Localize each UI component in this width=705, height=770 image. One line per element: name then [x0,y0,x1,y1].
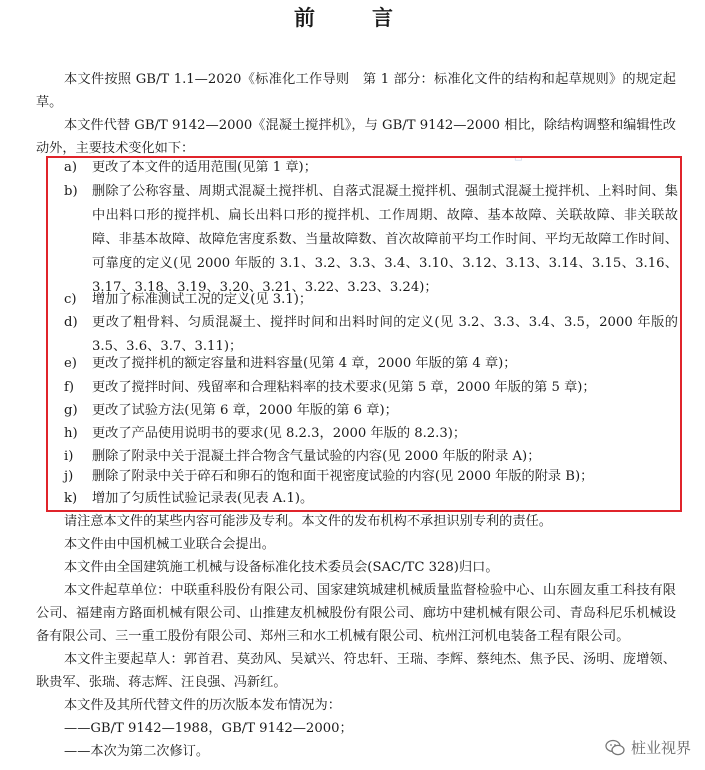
change-item-k [64,487,678,511]
intro-paragraph-2: 本文件代替 GB/T 9142—2000《混凝土搅拌机》，与 GB/T 9142—2000 相比，除结构调整和编辑性改动外，主要技术变化如下： [36,118,676,156]
intro-paragraph-1: 本文件按照 GB/T 1.1—2020《标准化工作导则 第 1 部分：标准化文件的结构和起草规则》的规定起草。 [36,72,676,110]
item-text: 更改了产品使用说明书的要求(见 8.2.3，2000 年版的 8.2.3)； [92,426,467,441]
change-item-b [64,180,678,300]
change-item-c [64,288,678,312]
item-marker: g) [64,403,78,418]
item-marker: i) [64,449,74,464]
item-marker: e) [64,356,77,371]
item-text: 增加了标准测试工况的定义(见 3.1)； [92,292,313,307]
history-item: ——本次为第二次修订。 [64,744,210,759]
history-intro: 本文件及其所代替文件的历次版本发布情况为： [64,698,341,713]
item-text: 更改了本文件的适用范围(见第 1 章)； [92,160,317,175]
drafters: 本文件主要起草人：郭首君、莫劲风、吴斌兴、符忠轩、王瑞、李辉、蔡纯杰、焦予民、汤明、庞增领、耿贵军、张瑞、蒋志辉、汪良强、冯新红。 [36,652,676,690]
item-text: 更改了搅拌时间、残留率和合理粘料率的技术要求(见第 5 章，2000 年版的第 5 章)； [92,380,596,395]
item-text: 更改了搅拌机的额定容量和进料容量(见第 4 章，2000 年版的第 4 章)； [92,356,517,371]
history-item: ——GB/T 9142—1988，GB/T 9142—2000； [64,721,353,736]
item-text: 更改了试验方法(见第 6 章，2000 年版的第 6 章)； [92,403,398,418]
watermark [605,737,691,758]
change-item-a [64,156,678,180]
item-marker: k) [64,491,78,506]
item-marker: j) [64,469,74,484]
item-marker: b) [64,184,78,199]
drafting-units: 本文件起草单位：中联重科股份有限公司、国家建筑城建机械质量监督检验中心、山东圆友重工科技有限公司、福建南方路面机械有限公司、山推建友机械股份有限公司、廊坊中建机械有限公司、青岛科尼乐机械设备有限公司、三一重工股份有限公司、郑州三和水工机械有限公司、杭州江河机电装备工程有限公司。 [36,583,676,644]
item-marker: f) [64,380,75,395]
patent-note: 请注意本文件的某些内容可能涉及专利。本文件的发布机构不承担识别专利的责任。 [64,514,552,529]
faint-stamp-icon: ▭ [514,154,523,164]
item-text: 增加了匀质性试验记录表(见表 A.1)。 [92,491,314,506]
item-text: 删除了公称容量、周期式混凝土搅拌机、自落式混凝土搅拌机、强制式混凝土搅拌机、上料时间、集中出料口形的搅拌机、扁长出料口形的搅拌机、工作周期、故障、基本故障、关联故障、非关联故障、非基本故障、故障危害度系数、当量故障数、首次故障前平均工作时间、平均无故障工作时间、可靠度的定义(见 2000 年版的 3.1、3.2、3.3、3.4、3.10、3.12、3.13、3.14、3.15、3.16、3.17、3.18、3.19、3.20、3.21、3.22、3.23、3.24)； [92,184,678,295]
change-item-e [64,352,678,376]
page-title: 前 言 [294,6,411,30]
change-item-j [64,465,678,489]
item-marker: d) [64,315,78,330]
item-text: 更改了粗骨料、匀质混凝土、搅拌时间和出料时间的定义(见 3.2、3.3、3.4、3.5，2000 年版的3.5、3.6、3.7、3.11)； [92,315,678,354]
change-item-g [64,399,678,423]
change-item-h [64,422,678,446]
item-text: 删除了附录中关于碎石和卵石的饱和面干视密度试验的内容(见 2000 年版的附录 B)； [92,469,594,484]
committee-note: 本文件由全国建筑施工机械与设备标准化技术委员会(SAC/TC 328)归口。 [64,560,499,575]
change-item-f [64,376,678,400]
item-marker: c) [64,292,77,307]
item-marker: a) [64,160,78,175]
item-marker: h) [64,426,78,441]
item-text: 删除了附录中关于混凝土拌合物含气量试验的内容(见 2000 年版的附录 A)； [92,449,541,464]
proposer-note: 本文件由中国机械工业联合会提出。 [64,537,275,552]
watermark-text: 桩业视界 [630,739,691,757]
wechat-icon [605,739,625,757]
